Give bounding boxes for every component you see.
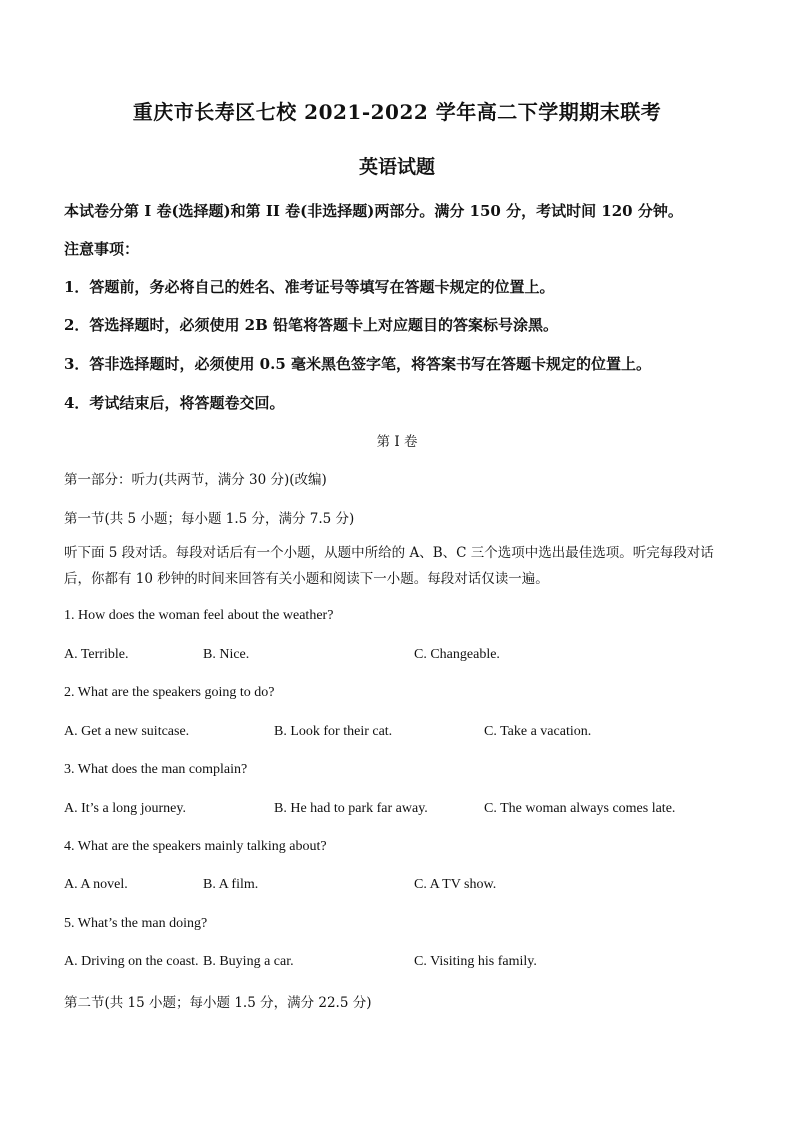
option-b: B. A film. xyxy=(203,877,259,892)
notice-item: 2．答选择题时，必须使用 2B 铅笔将答题卡上对应题目的答案标号涂黑。 xyxy=(64,316,558,334)
notice-item: 1．答题前，务必将自己的姓名、准考证号等填写在答题卡规定的位置上。 xyxy=(64,278,555,296)
option-c: C. Changeable. xyxy=(414,647,500,662)
exam-intro: 本试卷分第 I 卷(选择题)和第 II 卷(非选择题)两部分。满分 150 分，考试时间 120 分钟。 xyxy=(64,202,683,220)
option-c: C. A TV show. xyxy=(414,877,497,892)
section-heading: 第一节(共 5 小题；每小题 1.5 分，满分 7.5 分) xyxy=(64,511,355,527)
option-c: C. Visiting his family. xyxy=(414,954,537,969)
notice-item: 3．答非选择题时，必须使用 0.5 毫米黑色签字笔，将答案书写在答题卡规定的位置上。 xyxy=(64,355,651,373)
notice-item: 4．考试结束后，将答题卷交回。 xyxy=(64,394,285,412)
listening-instructions: 听下面 5 段对话。每段对话后有一个小题，从题中所给的 A、B、C 三个选项中选出最佳选项。听完每段对话后，你都有 10 秒钟的时间来回答有关小题和阅读下一小题。每段对话仅读一遍。 xyxy=(64,545,714,587)
question-stem: 2. What are the speakers going to do? xyxy=(64,685,275,700)
exam-title: 重庆市长寿区七校 2021-2022 学年高二下学期期末联考 xyxy=(132,100,662,124)
option-a: A. Get a new suitcase. xyxy=(64,724,190,739)
part-heading: 第一部分：听力(共两节，满分 30 分)(改编) xyxy=(64,472,327,488)
exam-subject: 英语试题 xyxy=(358,156,435,178)
question-stem: 4. What are the speakers mainly talking about? xyxy=(64,839,327,854)
question-stem: 5. What’s the man doing? xyxy=(64,916,208,931)
option-b: B. Buying a car. xyxy=(203,954,294,969)
question-stem: 1. How does the woman feel about the weather? xyxy=(64,608,334,623)
option-c: C. The woman always comes late. xyxy=(484,801,676,816)
option-a: A. Driving on the coast. xyxy=(64,954,199,969)
option-b: B. Look for their cat. xyxy=(274,724,393,739)
option-b: B. Nice. xyxy=(203,647,250,662)
question-stem: 3. What does the man complain? xyxy=(64,762,248,777)
option-a: A. Terrible. xyxy=(64,647,129,662)
section-heading: 第二节(共 15 小题；每小题 1.5 分，满分 22.5 分) xyxy=(64,995,372,1011)
volume-heading: 第 I 卷 xyxy=(376,434,418,450)
notice-heading: 注意事项： xyxy=(64,240,140,258)
option-c: C. Take a vacation. xyxy=(484,724,592,739)
option-a: A. A novel. xyxy=(64,877,128,892)
option-b: B. He had to park far away. xyxy=(274,801,428,816)
option-a: A. It’s a long journey. xyxy=(64,801,186,816)
